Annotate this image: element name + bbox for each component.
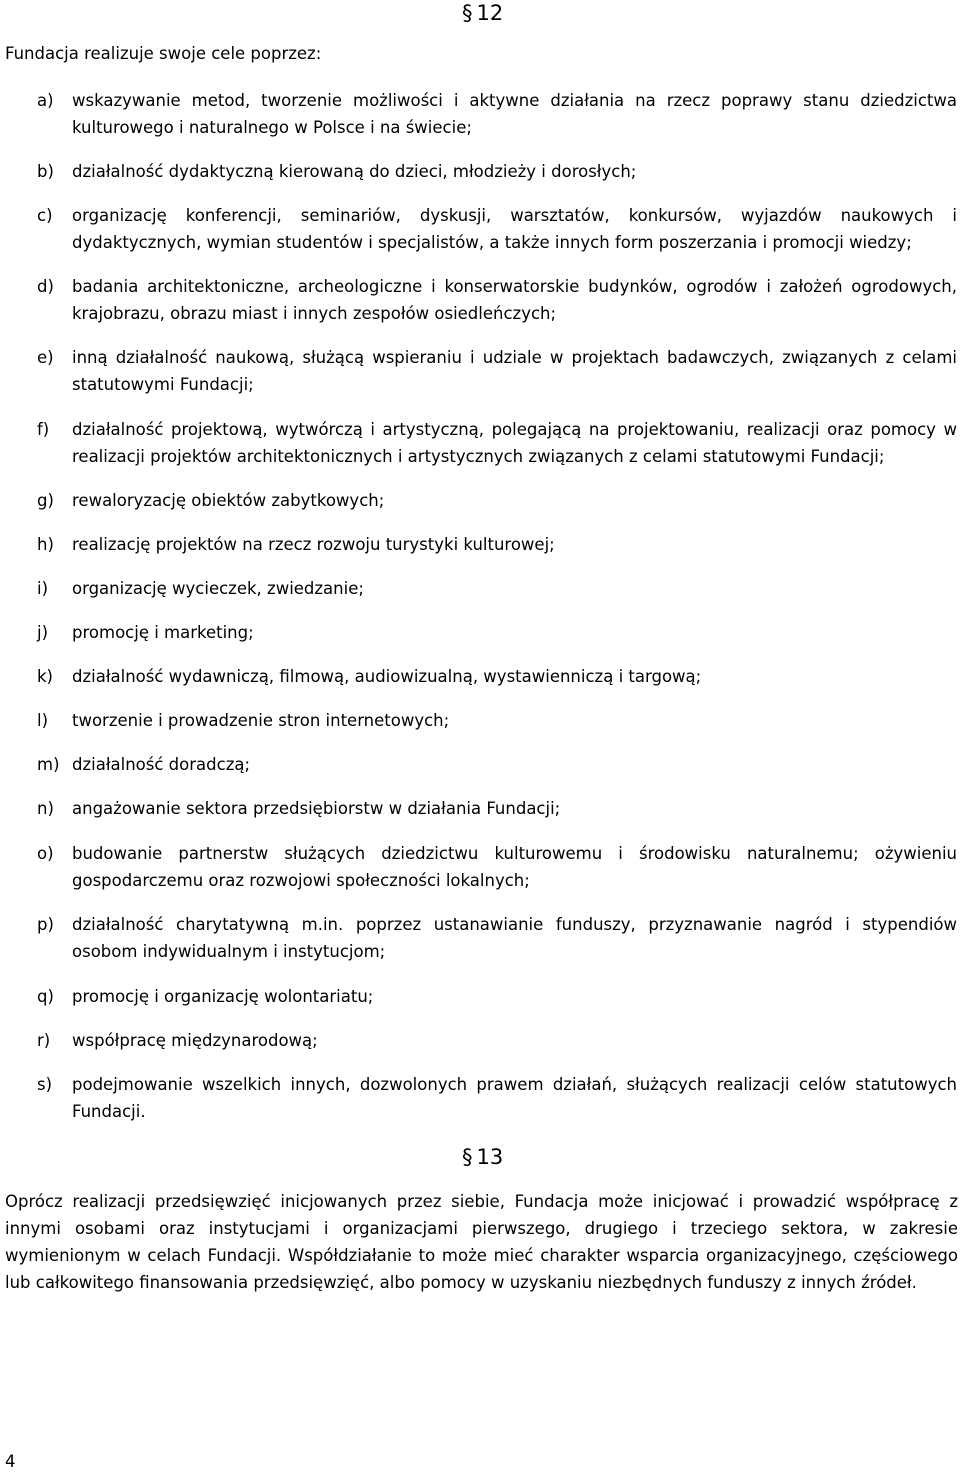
- list-item-text: współpracę międzynarodową;: [72, 1031, 318, 1050]
- list-item-letter: o): [37, 844, 54, 863]
- list-item: [37, 663, 957, 690]
- list-item-text: realizację projektów na rzecz rozwoju turystyki kulturowej;: [72, 535, 555, 554]
- list-item-letter: g): [37, 491, 54, 510]
- list-item: [37, 158, 957, 185]
- list-item-text: inną działalność naukową, służącą wspieraniu i udziale w projektach badawczych, związanych z celami statutowymi Fundacji;: [72, 348, 957, 394]
- list-item-letter: m): [37, 755, 60, 774]
- list-item: [37, 575, 957, 602]
- section-sign: §: [462, 1, 473, 25]
- list-item-letter: b): [37, 162, 54, 181]
- list-item-text: tworzenie i prowadzenie stron internetowych;: [72, 711, 450, 730]
- list-item-letter: e): [37, 348, 54, 367]
- list-item-text: budowanie partnerstw służących dziedzictwu kulturowemu i środowisku naturalnemu; ożywieniu gospodarczemu oraz rozwojowi społeczności lokalnych;: [72, 844, 957, 890]
- list-item-letter: h): [37, 535, 54, 554]
- list-item-letter: f): [37, 420, 50, 439]
- list-item-text: podejmowanie wszelkich innych, dozwolonych prawem działań, służących realizacji celów statutowych Fundacji.: [72, 1075, 957, 1121]
- list-item: [37, 619, 957, 646]
- list-item: [37, 1027, 957, 1054]
- list-item: [37, 840, 957, 894]
- section-sign: §: [462, 1145, 473, 1169]
- section-heading-13: [462, 1144, 522, 1170]
- list-item: [37, 87, 957, 141]
- list-item-text: działalność wydawniczą, filmową, audiowizualną, wystawienniczą i targową;: [72, 667, 702, 686]
- list-item-letter: d): [37, 277, 54, 296]
- list-item: [37, 911, 957, 965]
- section-heading-12: [462, 0, 522, 26]
- list-item: [37, 707, 957, 734]
- list-item: [37, 795, 957, 822]
- list-item: [37, 983, 957, 1010]
- page-number: 4: [5, 1452, 16, 1471]
- list-item-letter: a): [37, 91, 54, 110]
- section-number: 12: [476, 1, 504, 25]
- list-item-letter: s): [37, 1075, 53, 1094]
- list-item-letter: j): [37, 623, 49, 642]
- list-item-letter: k): [37, 667, 53, 686]
- list-item: [37, 202, 957, 256]
- list-item-text: działalność projektową, wytwórczą i artystyczną, polegającą na projektowaniu, realizacji oraz pomocy w realizacji projektów architektonicznych i artystycznych związanych z celami statutowymi Fundacji;: [72, 420, 957, 466]
- list-item-letter: r): [37, 1031, 51, 1050]
- list-item-letter: c): [37, 206, 53, 225]
- list-item: [37, 487, 957, 514]
- list-item-text: działalność doradczą;: [72, 755, 251, 774]
- list-item: [37, 344, 957, 398]
- list-item-letter: p): [37, 915, 54, 934]
- list-item-text: organizację konferencji, seminariów, dyskusji, warsztatów, konkursów, wyjazdów naukowych i dydaktycznych, wymian studentów i specjalistów, a także innych form poszerzania i promocji wiedzy;: [72, 206, 957, 252]
- list-item: [37, 273, 957, 327]
- list-item-letter: l): [37, 711, 49, 730]
- list-item-text: wskazywanie metod, tworzenie możliwości i aktywne działania na rzecz poprawy stanu dziedzictwa kulturowego i naturalnego w Polsce i na świecie;: [72, 91, 957, 137]
- list-item-text: angażowanie sektora przedsiębiorstw w działania Fundacji;: [72, 799, 561, 818]
- list-item-text: rewaloryzację obiektów zabytkowych;: [72, 491, 385, 510]
- list-item-text: organizację wycieczek, zwiedzanie;: [72, 579, 364, 598]
- intro-text: Fundacja realizuje swoje cele poprzez:: [5, 44, 322, 63]
- cooperation-paragraph: Oprócz realizacji przedsięwzięć inicjowanych przez siebie, Fundacja może inicjować i prowadzić współpracę z innymi osobami oraz instytucjami i organizacjami pierwszego, drugiego i trzeciego sektora, w zakresie wymienionym w celach Fundacji. Współdziałanie to może mieć charakter wsparcia organizacyjnego, częściowego lub całkowitego finansowania przedsięwzięć, albo pomocy w uzyskaniu niezbędnych funduszy z innych źródeł.: [5, 1192, 958, 1292]
- list-item-text: badania architektoniczne, archeologiczne i konserwatorskie budynków, ogrodów i założeń ogrodowych, krajobrazu, obrazu miast i innych zespołów osiedleńczych;: [72, 277, 957, 323]
- list-item: [37, 751, 957, 778]
- list-item: [37, 531, 957, 558]
- list-item-letter: i): [37, 579, 49, 598]
- list-item-text: promocję i marketing;: [72, 623, 254, 642]
- list-item-text: działalność dydaktyczną kierowaną do dzieci, młodzieży i dorosłych;: [72, 162, 637, 181]
- list-item: [37, 416, 957, 470]
- list-item-text: działalność charytatywną m.in. poprzez ustanawianie funduszy, przyznawanie nagród i stypendiów osobom indywidualnym i instytucjom;: [72, 915, 957, 961]
- list-item: [37, 1071, 957, 1125]
- list-item-text: promocję i organizację wolontariatu;: [72, 987, 374, 1006]
- section-number: 13: [476, 1145, 504, 1169]
- list-item-letter: n): [37, 799, 54, 818]
- list-item-letter: q): [37, 987, 54, 1006]
